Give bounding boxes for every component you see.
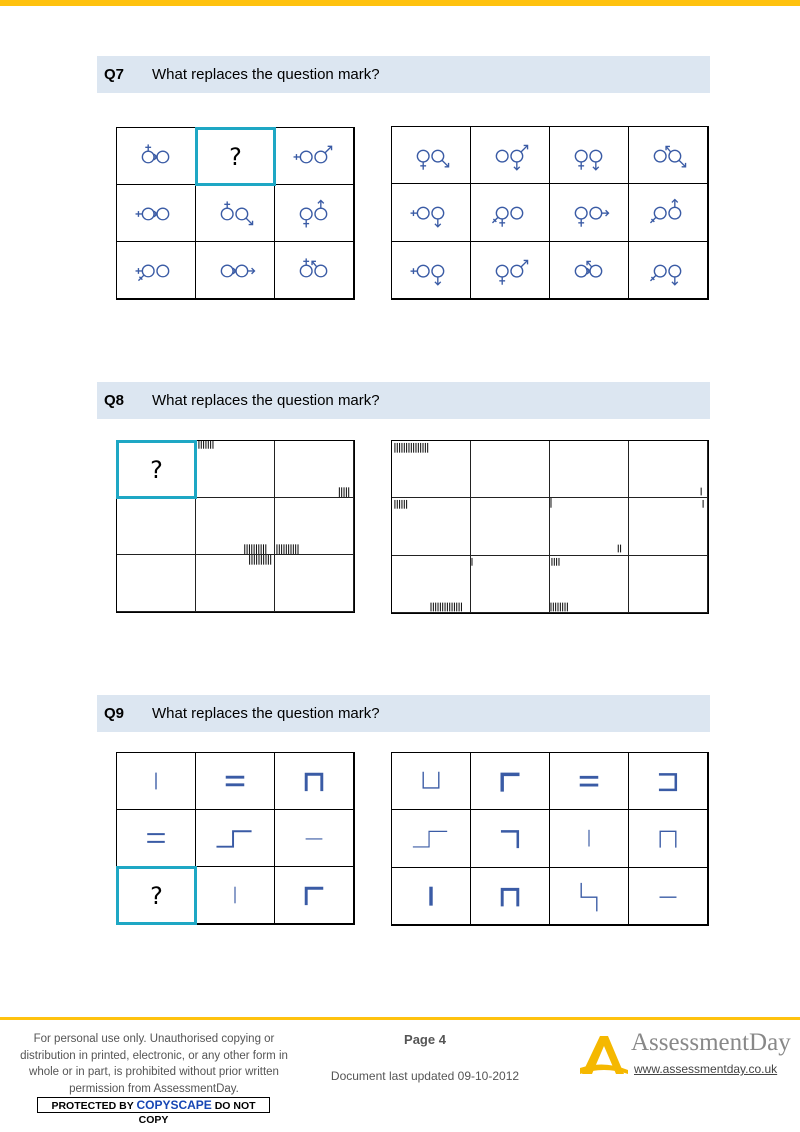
grid-cell bbox=[275, 498, 354, 555]
q7-answer-grid bbox=[391, 126, 709, 300]
assessmentday-logo-icon bbox=[578, 1030, 630, 1078]
grid-cell bbox=[275, 555, 354, 612]
q9-header bbox=[97, 695, 710, 732]
grid-cell bbox=[392, 753, 471, 810]
brand-link[interactable]: www.assessmentday.co.uk bbox=[634, 1062, 778, 1076]
q8-header bbox=[97, 382, 710, 419]
grid-cell bbox=[196, 242, 275, 299]
question-number: Q8 bbox=[104, 392, 125, 409]
q8-answer-grid bbox=[391, 440, 709, 614]
last-updated: Document last updated 09-10-2012 bbox=[330, 1069, 520, 1083]
question-text: What replaces the question mark? bbox=[152, 392, 380, 409]
grid-cell bbox=[392, 810, 471, 867]
copyscape-brand: COPYSCAPE bbox=[136, 1098, 212, 1112]
grid-cell bbox=[471, 127, 550, 184]
grid-cell bbox=[471, 441, 550, 498]
grid-cell bbox=[196, 810, 275, 867]
grid-cell bbox=[117, 185, 196, 242]
grid-cell bbox=[392, 242, 471, 299]
grid-cell bbox=[471, 753, 550, 810]
question-number: Q9 bbox=[104, 705, 125, 722]
grid-cell bbox=[629, 242, 708, 299]
grid-cell bbox=[629, 753, 708, 810]
grid-cell bbox=[275, 867, 354, 924]
grid-cell bbox=[275, 185, 354, 242]
page-number: Page 4 bbox=[404, 1032, 446, 1047]
grid-cell bbox=[117, 498, 196, 555]
grid-cell bbox=[550, 556, 629, 613]
grid-cell bbox=[275, 810, 354, 867]
grid-cell bbox=[629, 127, 708, 184]
footer-rule bbox=[0, 1017, 800, 1020]
grid-cell bbox=[392, 441, 471, 498]
grid-cell bbox=[550, 242, 629, 299]
grid-cell bbox=[550, 810, 629, 867]
copyscape-suffix: DO NOT COPY bbox=[138, 1100, 256, 1126]
grid-cell bbox=[117, 555, 196, 612]
brand-name: AssessmentDay bbox=[631, 1029, 791, 1056]
question-text: What replaces the question mark? bbox=[152, 705, 380, 722]
grid-cell bbox=[629, 184, 708, 241]
grid-cell bbox=[117, 242, 196, 299]
grid-cell bbox=[471, 556, 550, 613]
grid-cell bbox=[550, 868, 629, 925]
grid-cell bbox=[196, 867, 275, 924]
question-number: Q7 bbox=[104, 66, 125, 83]
grid-cell bbox=[471, 810, 550, 867]
q8-question-mark: ? bbox=[116, 440, 197, 499]
grid-cell bbox=[629, 810, 708, 867]
copyright-notice: For personal use only. Unauthorised copying or distribution in printed, electronic, or any other form in whole or in part, is prohibited without prior written permission from AssessmentDay. bbox=[20, 1033, 288, 1095]
grid-cell bbox=[550, 184, 629, 241]
top-rule bbox=[0, 0, 800, 6]
q7-question-mark: ? bbox=[195, 127, 276, 186]
grid-cell bbox=[275, 753, 354, 810]
grid-cell bbox=[629, 441, 708, 498]
grid-cell bbox=[471, 868, 550, 925]
grid-cell bbox=[629, 498, 708, 555]
grid-cell bbox=[196, 185, 275, 242]
grid-cell bbox=[275, 242, 354, 299]
grid-cell bbox=[629, 868, 708, 925]
grid-cell bbox=[196, 555, 275, 612]
grid-cell bbox=[275, 441, 354, 498]
grid-cell bbox=[392, 498, 471, 555]
q7-header bbox=[97, 56, 710, 93]
grid-cell bbox=[550, 127, 629, 184]
grid-cell bbox=[629, 556, 708, 613]
question-text: What replaces the question mark? bbox=[152, 66, 380, 83]
grid-cell bbox=[392, 127, 471, 184]
q9-question-mark: ? bbox=[116, 866, 197, 925]
q9-answer-grid bbox=[391, 752, 709, 926]
grid-cell bbox=[550, 753, 629, 810]
grid-cell bbox=[196, 753, 275, 810]
grid-cell bbox=[196, 441, 275, 498]
grid-cell bbox=[117, 128, 196, 185]
grid-cell bbox=[550, 498, 629, 555]
grid-cell bbox=[392, 868, 471, 925]
grid-cell bbox=[196, 498, 275, 555]
grid-cell bbox=[471, 184, 550, 241]
grid-cell bbox=[550, 441, 629, 498]
grid-cell bbox=[117, 753, 196, 810]
grid-cell bbox=[471, 498, 550, 555]
copyscape-badge[interactable] bbox=[37, 1097, 270, 1126]
grid-cell bbox=[275, 128, 354, 185]
grid-cell bbox=[117, 810, 196, 867]
grid-cell bbox=[392, 556, 471, 613]
copyscape-prefix: PROTECTED BY bbox=[51, 1100, 134, 1112]
grid-cell bbox=[392, 184, 471, 241]
grid-cell bbox=[471, 242, 550, 299]
